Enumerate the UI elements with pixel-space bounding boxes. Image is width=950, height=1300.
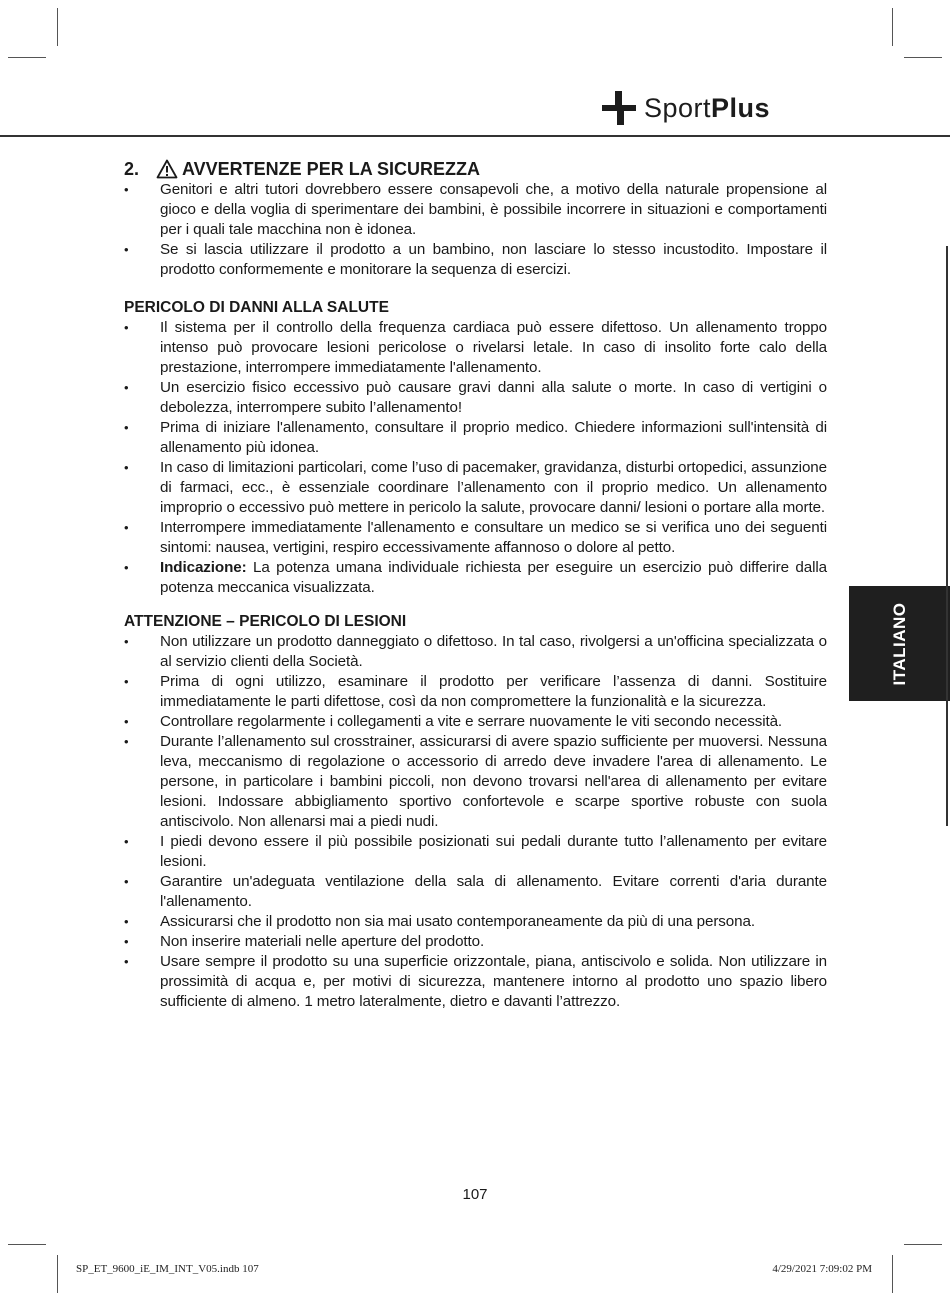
list-item: • Il sistema per il controllo della frequenza cardiaca può essere difettoso. Un allenamento troppo intenso può provocare lesioni pericolose o rivelarsi letale. In caso di insolito forte calo della prestazione, interrompere immediatamente l'allenamento.	[124, 318, 827, 378]
list-item: • In caso di limitazioni particolari, come l’uso di pacemaker, gravidanza, disturbi ortopedici, assunzione di farmaci, ecc., è essenziale coordinare l’allenamento con il proprio medico. Un allenamento improprio o eccessivo può mettere in pericolo la salute, provocare danni/ lesioni o portare alla morte.	[124, 458, 827, 518]
page-number: 107	[462, 1186, 488, 1203]
note-text: La potenza umana individuale richiesta per eseguire un esercizio può differire dalla potenza meccanica visualizzata.	[160, 559, 827, 596]
language-tab	[849, 586, 950, 701]
list-item: • Non utilizzare un prodotto danneggiato o difettoso. In tal caso, rivolgersi a un'officina specializzata o al servizio clienti della Società.	[124, 632, 827, 672]
list-item: • Assicurarsi che il prodotto non sia mai usato contemporaneamente da più di una persona.	[124, 912, 827, 932]
health-heading: PERICOLO DI DANNI ALLA SALUTE	[124, 299, 389, 316]
list-item: • Prima di ogni utilizzo, esaminare il prodotto per verificare l’assenza di danni. Sostituire immediatamente le parti difettose, così da non compromettere la funzionalità e la sicurezza.	[124, 672, 827, 712]
warning-triangle-icon	[156, 159, 178, 179]
list-item: • Usare sempre il prodotto su una superficie orizzontale, piana, antiscivolo e solida. Non utilizzare in prossimità di acqua e, per motivi di sicurezza, mantenere intorno al prodotto uno spazio libero sufficiente di almeno. 1 metro lateralmente, dietro e davanti l’attrezzo.	[124, 952, 827, 1012]
intro-bullet-list	[124, 180, 827, 280]
injury-heading: ATTENZIONE – PERICOLO DI LESIONI	[124, 613, 407, 630]
list-item: • Non inserire materiali nelle aperture del prodotto.	[124, 932, 827, 952]
list-item: • Controllare regolarmente i collegamenti a vite e serrare nuovamente le viti secondo necessità.	[124, 712, 827, 732]
section-number: 2.	[124, 159, 140, 179]
crop-mark	[8, 1244, 46, 1245]
crop-mark	[904, 1244, 942, 1245]
header-rule	[0, 135, 950, 137]
crop-mark	[57, 1255, 58, 1293]
list-item: • Un esercizio fisico eccessivo può causare gravi danni alla salute o morte. In caso di vertigini o debolezza, interrompere subito l’allenamento!	[124, 378, 827, 418]
list-item	[124, 558, 827, 598]
list-item: • I piedi devono essere il più possibile posizionati sui pedali durante tutto l’allenamento per evitare lesioni.	[124, 832, 827, 872]
crop-mark	[8, 57, 46, 58]
note-label: Indicazione:	[160, 559, 247, 576]
section-heading	[124, 158, 827, 180]
crop-mark	[892, 1255, 893, 1293]
brand-logo	[600, 88, 770, 128]
language-tab-label: ITALIANO	[889, 601, 909, 686]
list-item: • Prima di iniziare l'allenamento, consultare il proprio medico. Chiedere informazioni sull'intensità di allenamento più idonea.	[124, 418, 827, 458]
crop-mark	[904, 57, 942, 58]
side-rule	[946, 246, 948, 826]
brand-wordmark: SportPlus	[644, 92, 771, 123]
list-item: • Genitori e altri tutori dovrebbero essere consapevoli che, a motivo della naturale propensione al gioco e della voglia di sperimentare dei bambini, è possibile incorrere in situazioni e comportamenti per i quali tale macchina non è idonea.	[124, 180, 827, 240]
crop-mark	[892, 8, 893, 46]
list-item: • Garantire un'adeguata ventilazione della sala di allenamento. Evitare correnti d'aria durante l'allenamento.	[124, 872, 827, 912]
crop-mark	[57, 8, 58, 46]
list-item: • Interrompere immediatamente l'allenamento e consultare un medico se si verifica uno dei seguenti sintomi: nausea, vertigini, respiro eccessivamente affannoso o dolore al petto.	[124, 518, 827, 558]
list-item: • Se si lascia utilizzare il prodotto a un bambino, non lasciare lo stesso incustodito. Impostare il prodotto conformemente e monitorare la sequenza di esercizi.	[124, 240, 827, 280]
health-bullet-list	[124, 318, 827, 598]
section-title: AVVERTENZE PER LA SICUREZZA	[182, 159, 481, 179]
sportplus-cross-icon	[600, 89, 638, 127]
footer-file-info: SP_ET_9600_iE_IM_INT_V05.indb 107	[76, 1263, 259, 1275]
page-content	[124, 158, 827, 1012]
injury-bullet-list	[124, 632, 827, 1012]
footer-timestamp: 4/29/2021 7:09:02 PM	[772, 1263, 872, 1275]
list-item: • Durante l’allenamento sul crosstrainer, assicurarsi di avere spazio sufficiente per muoversi. Nessuna leva, meccanismo di regolazione o accessorio di arredo deve invadere l'area di allenamento. Le persone, in particolare i bambini piccoli, non devono trovarsi nell'area di allenamento per evitare lesioni. Indossare abbigliamento sportivo confortevole e scarpe sportive robuste con suola antiscivolo. Non allenarsi mai a piedi nudi.	[124, 732, 827, 832]
